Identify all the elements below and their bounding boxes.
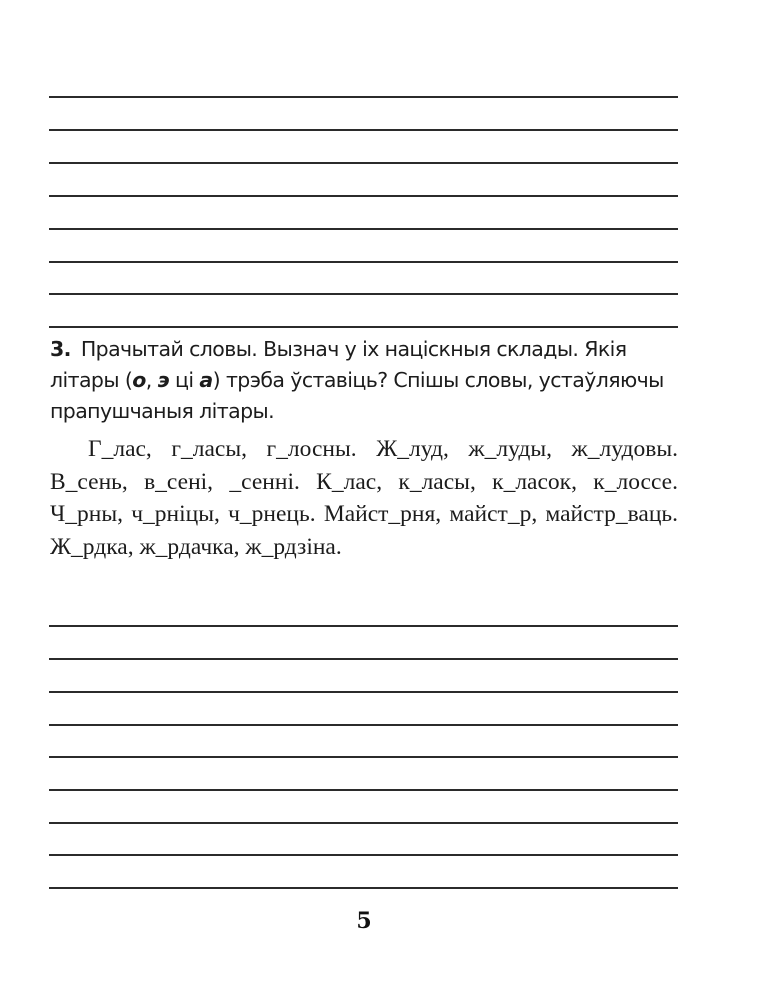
task-instruction	[50, 334, 680, 427]
writing-line	[49, 625, 678, 627]
page-number: 5	[356, 908, 372, 934]
writing-line	[49, 96, 678, 98]
separator: ці	[169, 368, 200, 392]
task-text: Прачытай словы. Вызнач у іх націскныя склады. Якія літары (	[50, 337, 627, 392]
writing-line	[49, 129, 678, 131]
writing-line	[49, 887, 678, 889]
letter-e: э	[157, 368, 170, 392]
writing-line	[49, 789, 678, 791]
writing-line	[49, 162, 678, 164]
writing-line	[49, 326, 678, 328]
letter-o: о	[132, 368, 146, 392]
writing-line	[49, 756, 678, 758]
writing-line	[49, 691, 678, 693]
separator: ,	[145, 368, 158, 392]
writing-line	[49, 822, 678, 824]
writing-line	[49, 724, 678, 726]
letter-a: а	[199, 368, 213, 392]
writing-line	[49, 293, 678, 295]
writing-line	[49, 228, 678, 230]
task-number: 3.	[50, 337, 71, 361]
task-text: ) трэба ўставіць? Спішы словы, устаўляючы прапушчаныя літары.	[50, 368, 664, 423]
writing-line	[49, 854, 678, 856]
writing-line	[49, 658, 678, 660]
exercise-text: Г_лас, г_ласы, г_лосны. Ж_луд, ж_луды, ж_лудовы. В_сень, в_сені, _сенні. К_лас, к_ласы, к_ласок, к_лоссе. Ч_рны, ч_рніцы, ч_рнець. Майст_рня, майст_р, майстр_ваць. Ж_рдка, ж_рдачка, ж_рдзіна.	[50, 436, 678, 560]
writing-line	[49, 261, 678, 263]
writing-line	[49, 195, 678, 197]
